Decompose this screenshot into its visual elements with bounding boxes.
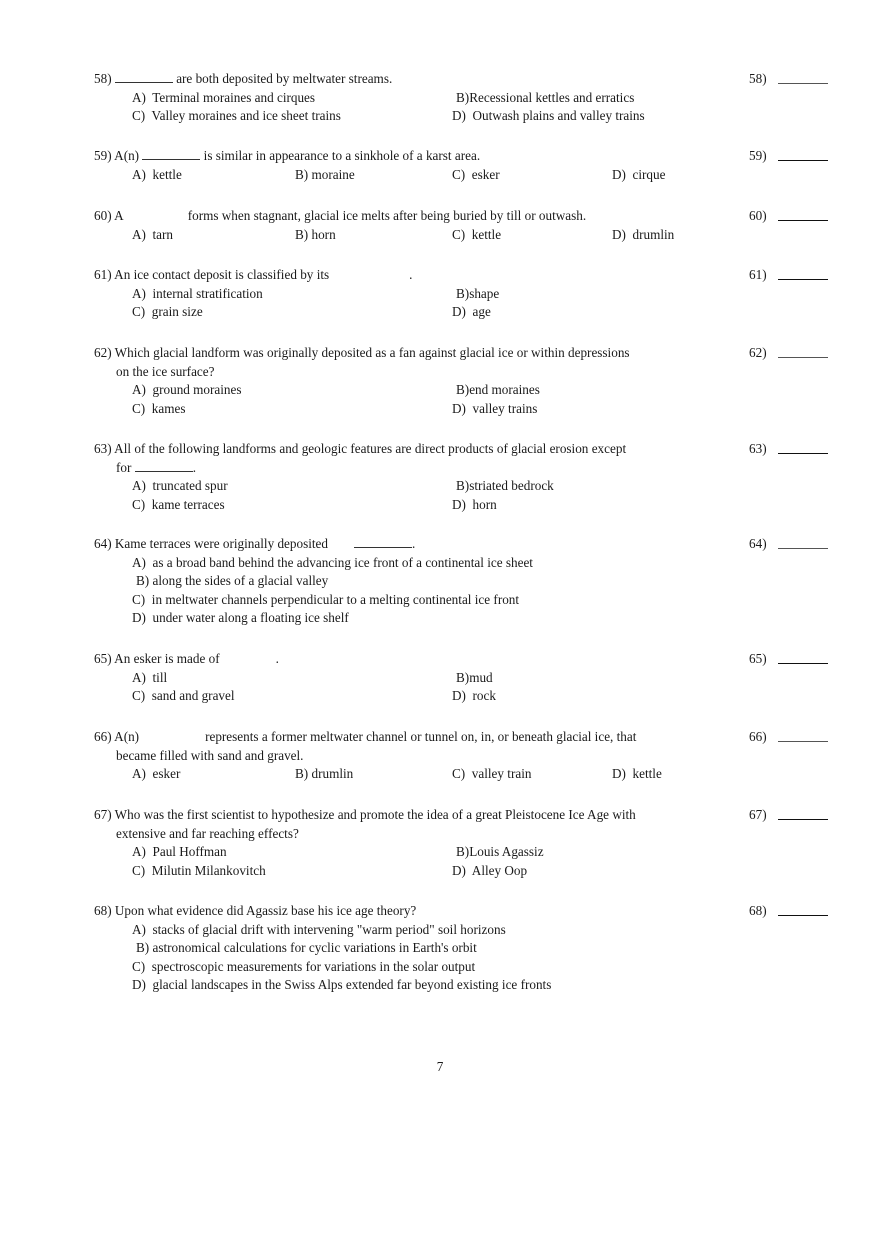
question-63 [94,440,840,514]
option-d[interactable]: D) kettle [612,766,662,781]
answer-number: 66) [749,729,767,744]
answer-number: 59) [749,148,767,163]
option-c[interactable]: C) grain size [132,304,203,319]
answer-blank[interactable] [778,819,828,820]
answer-blank[interactable] [778,741,828,742]
option-d[interactable]: D) under water along a floating ice shelf [132,610,349,625]
fill-blank [115,71,173,83]
question-stem: 63) All of the following landforms and geologic features are direct products of glacial erosion except [94,441,627,456]
question-62 [94,344,840,418]
option-b[interactable]: B)shape [456,285,500,301]
answer-blank[interactable] [778,663,828,664]
answer-number: 64) [749,536,767,551]
option-c[interactable]: C) kettle [452,226,502,242]
question-stem: 65) An esker is made of . [94,651,279,666]
fill-blank [135,460,193,472]
option-a[interactable]: A) Paul Hoffman [132,844,227,859]
option-b[interactable]: B)striated bedrock [456,478,554,493]
answer-number: 60) [749,208,767,223]
fill-blank [354,536,412,548]
option-c[interactable]: C) spectroscopic measurements for variations in the solar output [132,958,476,974]
option-b[interactable]: B)mud [456,669,493,685]
option-d[interactable]: D) rock [452,688,496,703]
answer-number: 63) [749,441,767,456]
option-d[interactable]: D) valley trains [452,400,538,416]
answer-blank[interactable] [778,279,828,280]
option-a[interactable]: A) stacks of glacial drift with intervening "warm period" soil horizons [132,921,506,937]
question-60 [94,207,840,244]
question-64 [94,535,840,628]
option-d[interactable]: D) cirque [612,166,666,182]
question-stem-continuation: became filled with sand and gravel. [116,747,304,763]
question-59 [94,147,840,184]
question-stem: 58) are both deposited by meltwater streams. [94,71,393,86]
option-b[interactable]: B) moraine [295,166,355,182]
answer-blank[interactable] [778,453,828,454]
answer-blank[interactable] [778,915,828,916]
option-d[interactable]: D) glacial landscapes in the Swiss Alps extended far beyond existing ice fronts [132,977,552,992]
option-c[interactable]: C) kame terraces [132,496,225,512]
question-stem: 68) Upon what evidence did Agassiz base his ice age theory? [94,903,417,918]
answer-blank[interactable] [778,357,828,358]
option-b[interactable]: B) drumlin [295,766,354,781]
option-b[interactable]: B) astronomical calculations for cyclic variations in Earth's orbit [136,940,477,955]
answer-number: 67) [749,807,767,822]
question-stem: 62) Which glacial landform was originally deposited as a fan against glacial ice or within depressions [94,345,630,360]
option-c[interactable]: C) Valley moraines and ice sheet trains [132,108,341,123]
answer-blank[interactable] [778,83,828,84]
option-d[interactable]: D) Alley Oop [452,862,528,878]
question-stem: 64) Kame terraces were originally deposited . [94,536,416,551]
question-65 [94,650,840,706]
answer-blank[interactable] [778,548,828,549]
answer-number: 62) [749,345,767,360]
option-a[interactable]: A) tarn [132,226,174,242]
option-a[interactable]: A) kettle [132,166,182,182]
question-67 [94,806,840,880]
question-68 [94,902,840,995]
option-d[interactable]: D) drumlin [612,226,675,242]
question-61 [94,266,840,322]
question-stem: 66) A(n) represents a former meltwater channel or tunnel on, in, or beneath glacial ice, that [94,729,637,744]
answer-number: 68) [749,903,767,918]
question-stem: 67) Who was the first scientist to hypothesize and promote the idea of a great Pleistocene Ice Age with [94,807,636,822]
question-stem-continuation: on the ice surface? [116,363,215,379]
option-a[interactable]: A) truncated spur [132,478,228,493]
option-b[interactable]: B)Recessional kettles and erratics [456,89,635,105]
option-c[interactable]: C) esker [452,166,500,182]
option-b[interactable]: B)Louis Agassiz [456,844,544,859]
option-c[interactable]: C) Milutin Milankovitch [132,862,266,878]
option-b[interactable]: B)end moraines [456,382,540,397]
answer-number: 58) [749,71,767,86]
answer-blank[interactable] [778,220,828,221]
option-d[interactable]: D) age [452,304,491,319]
option-a[interactable]: A) as a broad band behind the advancing ice front of a continental ice sheet [132,554,533,570]
option-a[interactable]: A) ground moraines [132,382,242,397]
answer-blank[interactable] [778,160,828,161]
question-stem-continuation: extensive and far reaching effects? [116,825,299,841]
answer-number: 65) [749,651,767,666]
option-c[interactable]: C) valley train [452,766,532,781]
option-c[interactable]: C) sand and gravel [132,688,235,703]
question-stem-continuation: for . [116,459,196,475]
fill-blank [142,148,200,160]
option-a[interactable]: A) esker [132,766,181,781]
option-d[interactable]: D) Outwash plains and valley trains [452,108,645,123]
question-stem: 60) A forms when stagnant, glacial ice melts after being buried by till or outwash. [94,208,587,223]
question-58 [94,70,840,126]
option-c[interactable]: C) in meltwater channels perpendicular to a melting continental ice front [132,591,520,607]
page-number: 7 [436,1059,444,1074]
question-stem: 59) A(n) is similar in appearance to a sinkhole of a karst area. [94,148,481,163]
option-a[interactable]: A) Terminal moraines and cirques [132,89,316,105]
question-66 [94,728,840,784]
option-a[interactable]: A) till [132,669,168,685]
option-a[interactable]: A) internal stratification [132,285,263,301]
option-b[interactable]: B) along the sides of a glacial valley [136,573,329,588]
option-d[interactable]: D) horn [452,496,497,512]
answer-number: 61) [749,267,767,282]
option-c[interactable]: C) kames [132,400,186,416]
question-stem: 61) An ice contact deposit is classified by its . [94,267,413,282]
option-b[interactable]: B) horn [295,226,336,242]
